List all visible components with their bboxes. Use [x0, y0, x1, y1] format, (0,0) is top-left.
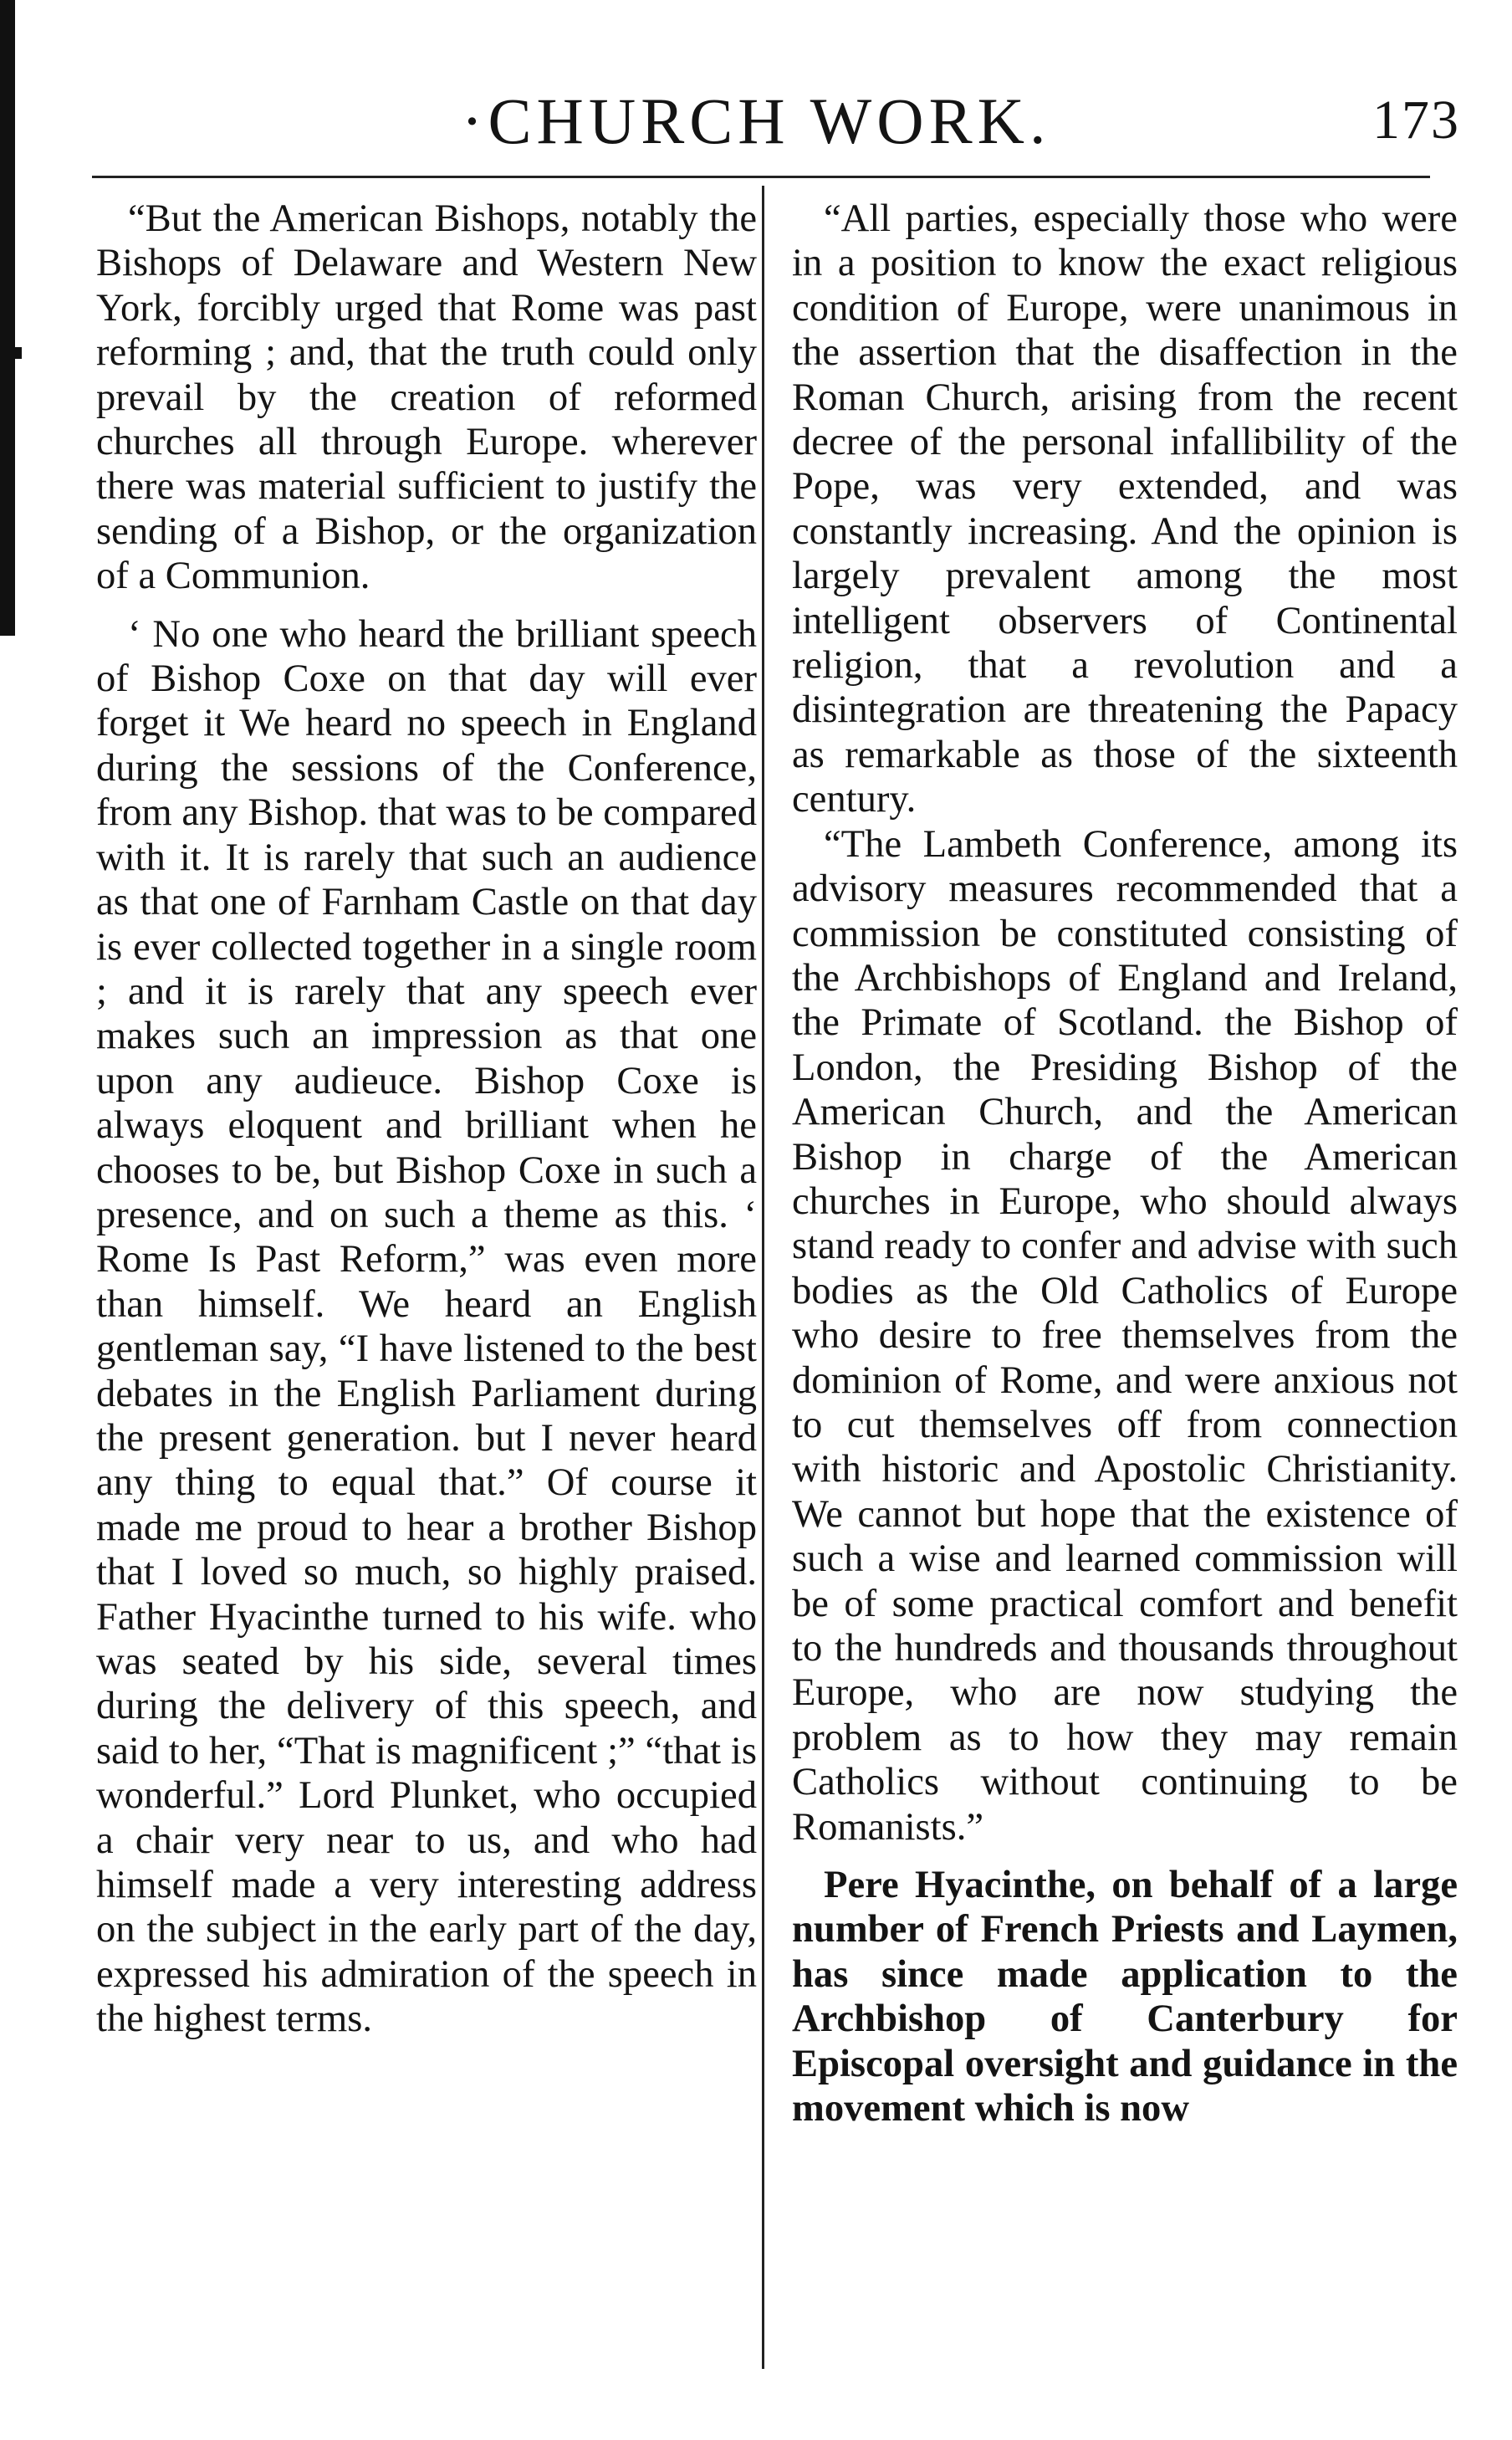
running-title: ·CHURCH WORK.: [461, 84, 1051, 157]
page-header: [0, 84, 1512, 176]
paragraph-american-bishops: “But the American Bishops, notably the Bishops of Delaware and Western New York, forcibly urged that Rome was past reforming ; and, that the truth could only prevail by the creation of reformed churches all through Europe. wherever there was material sufficient to justify the sending of a Bishop, or the organization of a Communion.: [96, 197, 757, 598]
paragraph-all-parties: “All parties, especially those who were in a position to know the exact religious condition of Europe, were unanimous in the assertion that the disaffection in the Roman Church, arising from the recent decree of the personal infallibility of the Pope, was very extended, and was constantly increasing. And the opinion is largely prevalent among the most intelligent observers of Continental religion, that a revolution and a disintegration are threatening the Papacy as remarkable as those of the sixteenth century.: [792, 197, 1458, 821]
paragraph-pere-hyacinthe: Pere Hyacinthe, on behalf of a large number of French Priests and Laymen, has since made application to the Archbishop of Canterbury for Episcopal oversight and guidance in the movement which is now: [792, 1863, 1458, 2131]
page-number: 173: [1372, 90, 1460, 151]
left-column: [96, 197, 757, 2042]
right-column: [792, 197, 1458, 2131]
column-divider: [762, 186, 764, 2369]
header-rule: [92, 176, 1430, 178]
paragraph-bishop-coxe-speech: ‘ No one who heard the brilliant speech of Bishop Coxe on that day will ever forget it We heard no speech in England during the sessions of the Conference, from any Bishop. that was to be compared with it. It is rarely that such an audience as that one of Farnham Castle on that day is ever collected together in a single room ; and it is rarely that any speech ever makes such an impression as that one upon any audieuce. Bishop Coxe is always eloquent and brilliant when he chooses to be, but Bishop Coxe in such a presence, and on such a theme as this. ‘ Rome Is Past Reform,” was even more than himself. We heard an English gentleman say, “I have listened to the best debates in the English Parliament during the present generation. but I never heard any thing to equal that.” Of course it made me proud to hear a brother Bishop that I loved so much, so highly praised. Father Hyacinthe turned to his wife. who was seated by his side, several times during the delivery of this speech, and said to her, “That is magnificent ;” “that is wonderful.” Lord Plunket, who occupied a chair very near to us, and who had himself made a very interesting address on the subject in the early part of the day, expressed his admiration of the speech in the highest terms.: [96, 611, 757, 2041]
paragraph-lambeth-conference: “The Lambeth Conference, among its advisory measures recommended that a commission be constituted consisting of the Archbishops of England and Ireland, the Primate of Scotland. the Bishop of London, the Presiding Bishop of the American Church, and the American Bishop in charge of the American churches in Europe, who should always stand ready to confer and advise with such bodies as the Old Catholics of Europe who desire to free themselves from the dominion of Rome, and were anxious not to cut themselves off from connection with historic and Apostolic Christianity. We cannot but hope that the existence of such a wise and learned commission will be of some practical comfort and benefit to the hundreds and thousands throughout Europe, who are now studying the problem as to how they may remain Catholics without continuing to be Romanists.”: [792, 821, 1458, 1849]
page-edge-tick: [0, 347, 22, 359]
